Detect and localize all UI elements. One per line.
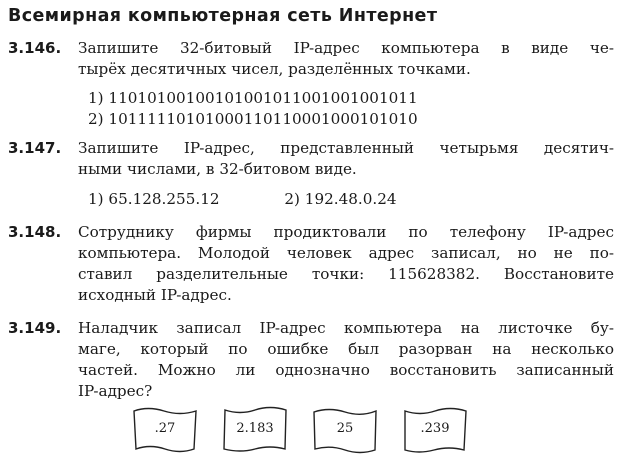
paper-piece: [400, 405, 470, 455]
problem-text-line: ставил разделительные точки: 115628382. Восстановите: [78, 265, 614, 283]
problem-number: 3.148.: [8, 223, 62, 241]
problem-text: [78, 222, 614, 306]
problem-3-149: [8, 318, 614, 402]
problem-3-146: [8, 38, 614, 130]
problem-3-147: [8, 138, 614, 210]
answer-options: [88, 189, 614, 210]
problem-text-line: компьютера. Молодой человек адрес записал, но не по-: [78, 244, 614, 262]
problem-text-line: Сотруднику фирмы продиктовали по телефону IP-адрес: [78, 223, 614, 241]
problem-number: 3.149.: [8, 319, 62, 337]
problem-text-line: Наладчик записал IP-адрес компьютера на листочке бу-: [78, 319, 614, 337]
problem-3-148: [8, 222, 614, 306]
paper-piece-label: 25: [336, 421, 354, 436]
paper-piece: [310, 405, 380, 455]
problem-text-line: Запишите 32-битовый IP-адрес компьютера в виде че-: [78, 39, 614, 57]
answer-option: 2) 192.48.0.24: [284, 190, 397, 208]
problem-text-line: ными числами, в 32-битовом виде.: [78, 160, 357, 178]
answer-option: 2) 10111110101000110110001000101010: [88, 110, 418, 128]
problem-text-line: IP-адрес?: [78, 382, 153, 400]
problem-text-line: частей. Можно ли однозначно восстановить записанный: [78, 361, 614, 379]
answer-option: 1) 11010100100101001011001001001011: [88, 89, 418, 107]
problem-text: [78, 318, 614, 402]
paper-piece: [130, 405, 200, 455]
paper-piece-label: .239: [420, 421, 450, 436]
paper-piece: [220, 405, 290, 455]
problem-text-line: маге, который по ошибке был разорван на несколько: [78, 340, 614, 358]
problem-text-line: исходный IP-адрес.: [78, 286, 232, 304]
paper-pieces: [130, 405, 470, 460]
paper-piece-label: 2.183: [236, 421, 274, 436]
problem-text-line: тырёх десятичных чисел, разделённых точками.: [78, 60, 471, 78]
problem-number: 3.146.: [8, 39, 62, 57]
paper-piece-label: .27: [154, 421, 176, 436]
problem-text: [78, 38, 614, 80]
section-title: Всемирная компьютерная сеть Интернет: [8, 6, 438, 26]
problem-number: 3.147.: [8, 139, 62, 157]
answer-options: [88, 88, 614, 130]
problem-text-line: Запишите IP-адрес, представленный четырьмя десятич-: [78, 139, 614, 157]
problem-text: [78, 138, 614, 180]
answer-option: 1) 65.128.255.12: [88, 190, 220, 208]
